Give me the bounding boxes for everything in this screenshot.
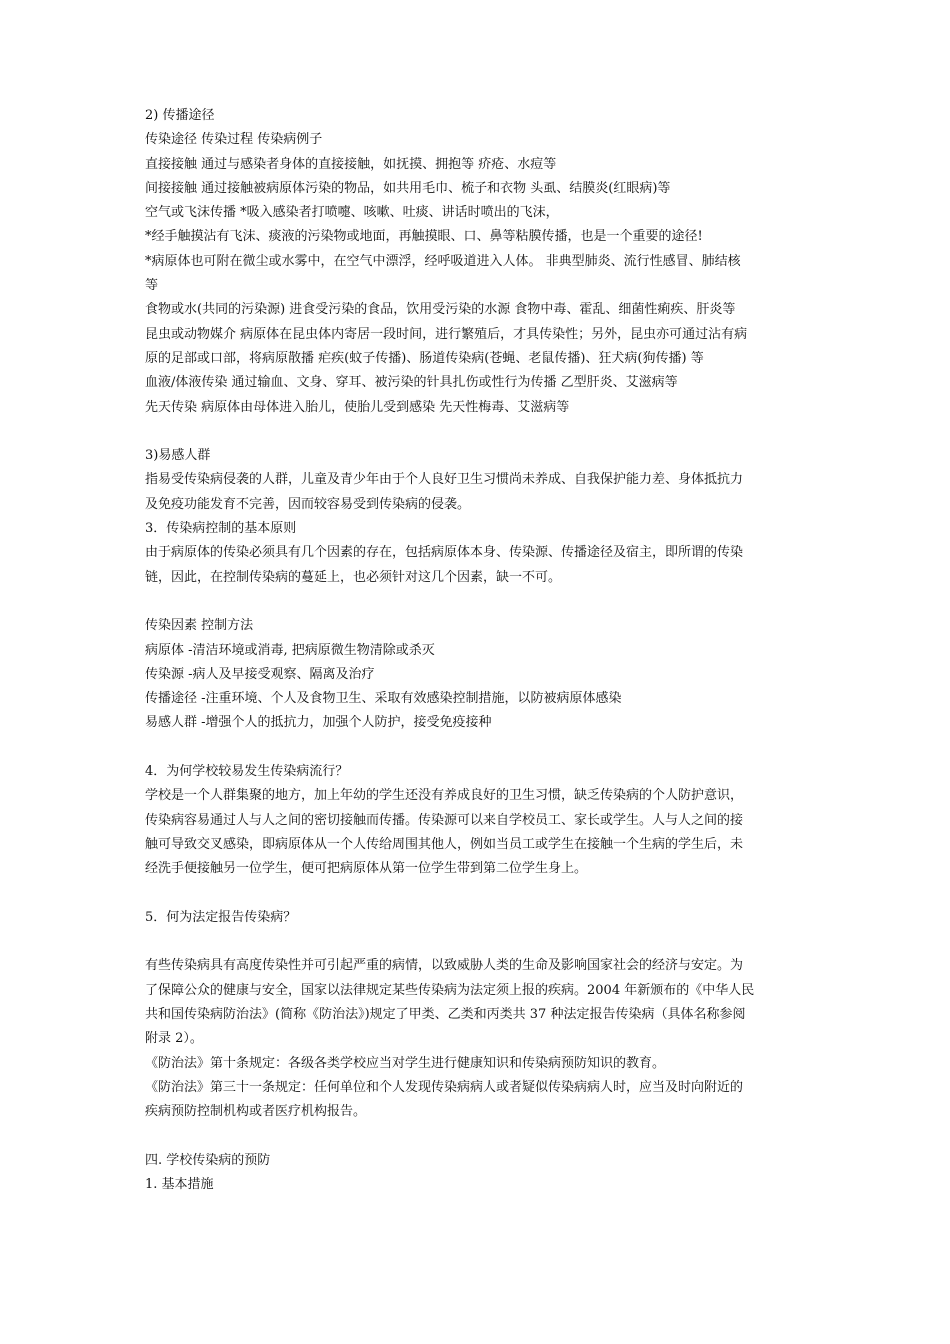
text-line: 由于病原体的传染必须具有几个因素的存在，包括病原体本身、传染源、传播途径及宿主，即所谓的传染 bbox=[145, 545, 744, 561]
text-line: 传染因素 控制方法 bbox=[145, 618, 254, 634]
text-line: 经洗手便接触另一位学生，便可把病原体从第一位学生带到第二位学生身上。 bbox=[145, 861, 588, 877]
text-line: 先天传染 病原体由母体进入胎儿，使胎儿受到感染 先天性梅毒、艾滋病等 bbox=[145, 399, 570, 415]
text-line: 传染源 -病人及早接受观察、隔离及治疗 bbox=[145, 666, 375, 682]
text-line: 了保障公众的健康与安全，国家以法律规定某些传染病为法定须上报的疾病。2004 年新颁布的《中华人民 bbox=[145, 982, 755, 998]
blank-line bbox=[145, 590, 815, 614]
text-line: 及免疫功能发育不完善，因而较容易受到传染病的侵袭。 bbox=[145, 496, 471, 512]
text-line: 4．为何学校较易发生传染病流行？ bbox=[145, 764, 349, 780]
text-line: 四. 学校传染病的预防 bbox=[145, 1152, 271, 1168]
text-line: *经手触摸沾有飞沫、痰液的污染物或地面，再触摸眼、口、鼻等粘膜传播，也是一个重要的途径! bbox=[145, 229, 703, 245]
text-line: 学校是一个人群集聚的地方，加上年幼的学生还没有养成良好的卫生习惯，缺乏传染病的个人防护意识， bbox=[145, 788, 744, 804]
text-line: 原的足部或口部，将病原散播 疟疾(蚊子传播)、肠道传染病(苍蝇、老鼠传播)、狂犬病(狗传播) 等 bbox=[145, 350, 704, 366]
text-line: 食物或水(共同的污染源) 进食受污染的食品，饮用受污染的水源 食物中毒、霍乱、细菌性痢疾、肝炎等 bbox=[145, 302, 736, 318]
text-line: 血液/体液传染 通过输血、文身、穿耳、被污染的针具扎伤或性行为传播 乙型肝炎、艾滋病等 bbox=[145, 375, 678, 391]
text-line: 3．传染病控制的基本原则 bbox=[145, 521, 297, 537]
text-line: 附录 2）。 bbox=[145, 1031, 203, 1047]
text-line: 直接接触 通过与感染者身体的直接接触，如抚摸、拥抱等 疥疮、水痘等 bbox=[145, 156, 557, 172]
text-line: 传染病容易通过人与人之间的密切接触而传播。传染源可以来自学校员工、家长或学生。人与人之间的接 bbox=[145, 812, 744, 828]
text-line: 有些传染病具有高度传染性并可引起严重的病情，以致威胁人类的生命及影响国家社会的经济与安定。为 bbox=[145, 958, 744, 974]
text-line: 《防治法》第三十一条规定：任何单位和个人发现传染病病人或者疑似传染病病人时，应当及时向附近的 bbox=[145, 1079, 744, 1095]
text-line: 传染途径 传染过程 传染病例子 bbox=[145, 132, 323, 148]
blank-line bbox=[145, 420, 815, 444]
text-line: 病原体 -清洁环境或消毒, 把病原微生物清除或杀灭 bbox=[145, 642, 435, 658]
blank-line bbox=[145, 882, 815, 906]
text-line: 1. 基本措施 bbox=[145, 1177, 214, 1193]
blank-line bbox=[145, 736, 815, 760]
text-line: 5．何为法定报告传染病？ bbox=[145, 909, 297, 925]
text-line: 《防治法》第十条规定：各级各类学校应当对学生进行健康知识和传染病预防知识的教育。 bbox=[145, 1055, 666, 1071]
text-line: 疾病预防控制机构或者医疗机构报告。 bbox=[145, 1104, 367, 1120]
blank-line bbox=[145, 1124, 815, 1148]
text-line: 间接接触 通过接触被病原体污染的物品，如共用毛巾、梳子和衣物 头虱、结膜炎(红眼病)等 bbox=[145, 180, 671, 196]
text-line: *病原体也可附在微尘或水雾中，在空气中漂浮，经呼吸道进入人体。 非典型肺炎、流行性感冒、肺结核 bbox=[145, 253, 741, 269]
text-line: 昆虫或动物媒介 病原体在昆虫体内寄居一段时间，进行繁殖后，才具传染性；另外，昆虫亦可通过沾有病 bbox=[145, 326, 748, 342]
text-line: 传播途径 -注重环境、个人及食物卫生、采取有效感染控制措施，以防被病原体感染 bbox=[145, 691, 622, 707]
text-line: 空气或飞沫传播 *吸入感染者打喷嚏、咳嗽、吐痰、讲话时喷出的飞沫， bbox=[145, 205, 559, 221]
text-line: 指易受传染病侵袭的人群，儿童及青少年由于个人良好卫生习惯尚未养成、自我保护能力差、身体抵抗力 bbox=[145, 472, 744, 488]
text-line: 2) 传播途径 bbox=[145, 108, 215, 123]
text-line: 等 bbox=[145, 278, 159, 294]
text-line: 3)易感人群 bbox=[145, 448, 211, 464]
text-line: 链，因此，在控制传染病的蔓延上，也必须针对这几个因素，缺一不可。 bbox=[145, 569, 562, 585]
document-body bbox=[145, 104, 815, 1197]
text-line: 易感人群 -增强个人的抵抗力，加强个人防护，接受免疫接种 bbox=[145, 715, 492, 731]
text-line: 共和国传染病防治法》(简称《防治法》)规定了甲类、乙类和丙类共 37 种法定报告传染病（具体名称参阅 bbox=[145, 1006, 746, 1022]
blank-line bbox=[145, 930, 815, 954]
text-line: 触可导致交叉感染，即病原体从一个人传给周围其他人，例如当员工或学生在接触一个生病的学生后，未 bbox=[145, 836, 744, 852]
